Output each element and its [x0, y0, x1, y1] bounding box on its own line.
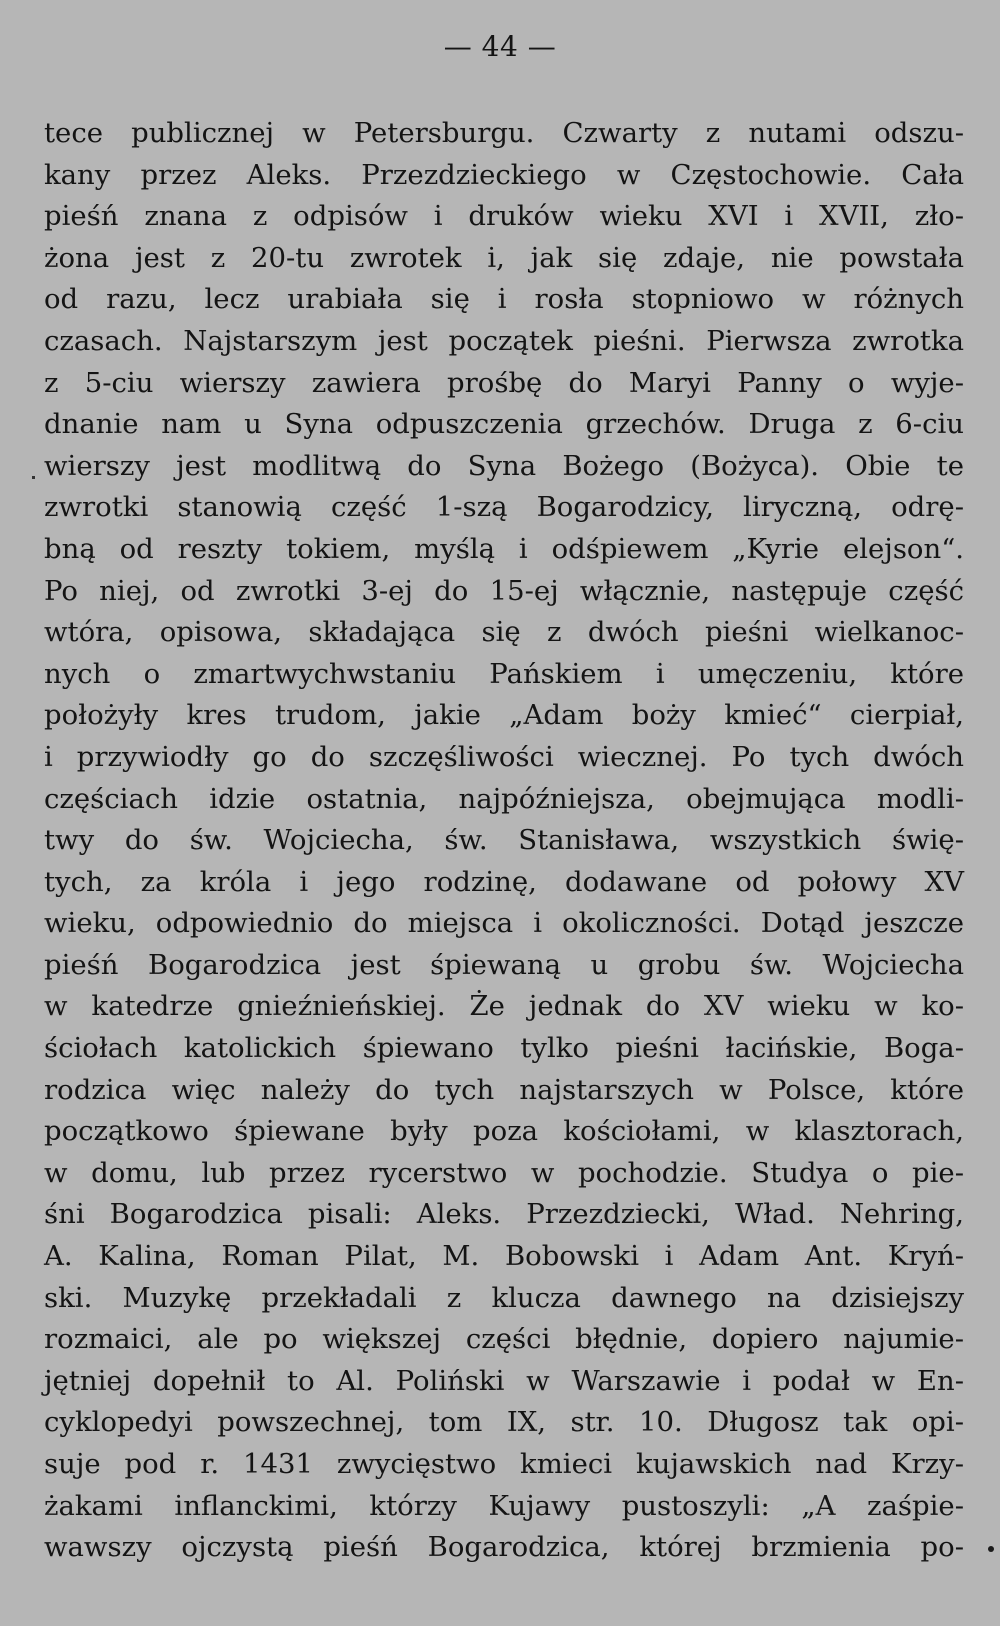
text-line: wawszy ojczystą pieśń Bogarodzica, której brzmienia po- [44, 1531, 964, 1564]
text-line: położyły kres trudom, jakie „Adam boży kmieć“ cierpiał, [44, 699, 964, 732]
text-line: ściołach katolickich śpiewano tylko pieśni łacińskie, Boga- [44, 1032, 964, 1065]
text-line: twy do św. Wojciecha, św. Stanisława, wszystkich świę- [44, 824, 964, 857]
text-line: od razu, lecz urabiała się i rosła stopniowo w różnych [44, 283, 964, 316]
text-line: Po niej, od zwrotki 3-ej do 15-ej włącznie, następuje część [44, 574, 964, 607]
text-line: nych o zmartwychwstaniu Pańskiem i umęczeniu, które [44, 657, 964, 690]
text-line: rodzica więc należy do tych najstarszych w Polsce, które [44, 1073, 964, 1106]
body-text [44, 113, 964, 1569]
text-line: z 5-ciu wierszy zawiera prośbę do Maryi Panny o wyje- [44, 366, 964, 399]
text-line: bną od reszty tokiem, myślą i odśpiewem „Kyrie elejson“. [44, 532, 964, 565]
text-line: wierszy jest modlitwą do Syna Bożego (Bożyca). Obie te [44, 449, 964, 482]
text-line: w domu, lub przez rycerstwo w pochodzie. Studya o pie- [44, 1156, 964, 1189]
text-line: cyklopedyi powszechnej, tom IX, str. 10. Długosz tak opi- [44, 1406, 964, 1439]
text-line: ski. Muzykę przekładali z klucza dawnego na dzisiejszy [44, 1281, 964, 1314]
text-line: i przywiodły go do szczęśliwości wiecznej. Po tych dwóch [44, 740, 964, 773]
text-line: tece publicznej w Petersburgu. Czwarty z nutami odszu- [44, 117, 964, 149]
text-line: wieku, odpowiednio do miejsca i okoliczności. Dotąd jeszcze [44, 907, 964, 940]
text-line: suje pod r. 1431 zwycięstwo kmieci kujawskich nad Krzy- [44, 1448, 964, 1480]
scan-speck [988, 1546, 994, 1552]
text-line: pieśń znana z odpisów i druków wieku XVI i XVII, zło- [44, 200, 964, 233]
text-line: pieśń Bogarodzica jest śpiewaną u grobu św. Wojciecha [44, 948, 964, 981]
text-line: w katedrze gnieźnieńskiej. Że jednak do XV wieku w ko- [44, 990, 964, 1023]
text-line: czasach. Najstarszym jest początek pieśni. Pierwsza zwrotka [44, 324, 964, 357]
scan-speck [32, 476, 35, 479]
text-line: dnanie nam u Syna odpuszczenia grzechów. Druga z 6-ciu [44, 408, 964, 441]
text-line: śni Bogarodzica pisali: Aleks. Przezdziecki, Wład. Nehring, [44, 1198, 964, 1231]
text-line: A. Kalina, Roman Pilat, M. Bobowski i Adam Ant. Kryń- [44, 1240, 964, 1273]
text-line: żakami inflanckimi, którzy Kujawy pustoszyli: „A zaśpie- [44, 1489, 964, 1522]
text-line: jętniej dopełnił to Al. Poliński w Warszawie i podał w En- [44, 1364, 964, 1397]
page-number: — 44 — [443, 30, 557, 63]
text-line: zwrotki stanowią część 1-szą Bogarodzicy, liryczną, odrę- [44, 491, 964, 524]
text-line: kany przez Aleks. Przezdzieckiego w Częstochowie. Cała [44, 158, 964, 191]
text-line: częściach idzie ostatnia, najpóźniejsza, obejmująca modli- [44, 782, 964, 815]
text-line: żona jest z 20-tu zwrotek i, jak się zdaje, nie powstała [44, 241, 964, 274]
text-line: rozmaici, ale po większej części błędnie, dopiero najumie- [44, 1323, 964, 1356]
text-line: tych, za króla i jego rodzinę, dodawane od połowy XV [44, 865, 964, 898]
text-line: początkowo śpiewane były poza kościołami, w klasztorach, [44, 1115, 964, 1148]
text-line: wtóra, opisowa, składająca się z dwóch pieśni wielkanoc- [44, 616, 964, 649]
